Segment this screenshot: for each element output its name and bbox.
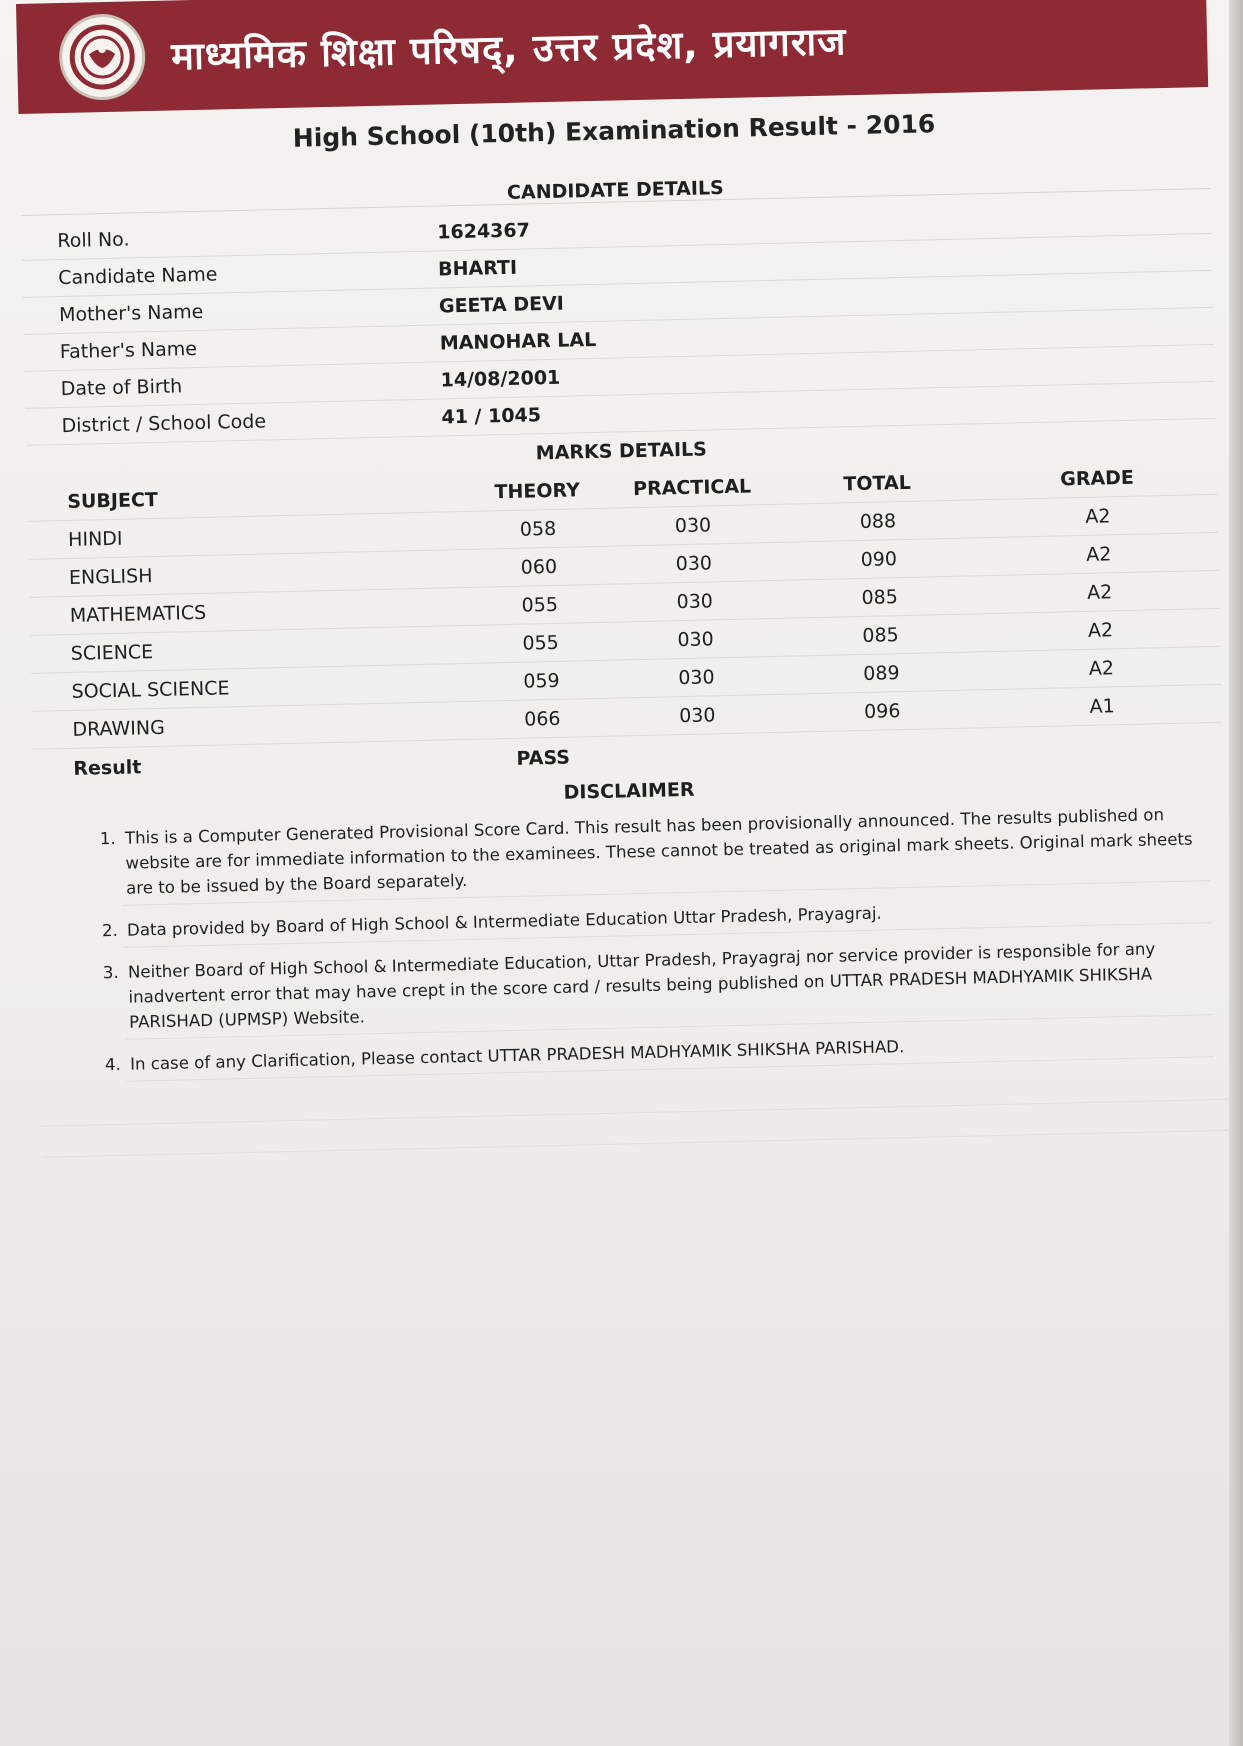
candidate-label: Candidate Name: [57, 263, 218, 290]
candidate-value: MANOHAR LAL: [439, 328, 597, 355]
col-practical-header: PRACTICAL: [632, 474, 752, 500]
result-value: PASS: [516, 746, 571, 770]
subject-cell: SCIENCE: [70, 640, 154, 665]
candidate-label: Mother's Name: [58, 300, 204, 327]
theory-cell: 058: [519, 517, 557, 541]
candidate-details-heading: CANDIDATE DETAILS: [20, 166, 1210, 216]
practical-cell: 030: [677, 627, 714, 651]
subject-cell: MATHEMATICS: [69, 601, 207, 627]
theory-cell: 059: [523, 669, 560, 693]
subject-cell: ENGLISH: [68, 564, 153, 589]
theory-cell: 055: [521, 593, 559, 617]
exam-title: High School (10th) Examination Result - 2016: [292, 109, 936, 153]
total-cell: 096: [863, 699, 901, 723]
total-cell: 085: [862, 623, 899, 647]
list-item: 3. Neither Board of High School & Intermediate Education, Uttar Pradesh, Prayagraj nor service provider is responsible for any inadvertent error that may have crept in the score card / results being published on UTTAR PRADESH MADHYAMIK SHIKSHA PARISHAD (UPMSP) Website.: [124, 935, 1214, 1040]
col-subject-header: SUBJECT: [67, 488, 159, 513]
candidate-label: Father's Name: [59, 337, 198, 364]
practical-cell: 030: [678, 703, 716, 727]
col-grade-header: GRADE: [1059, 466, 1135, 490]
grade-cell: A2: [1085, 542, 1112, 566]
candidate-value: BHARTI: [437, 256, 518, 281]
list-item: 2. Data provided by Board of High School & Intermediate Education Uttar Pradesh, Prayagraj.: [123, 893, 1211, 948]
grade-cell: A2: [1088, 656, 1115, 680]
practical-cell: 030: [674, 513, 712, 537]
grade-cell: A2: [1085, 504, 1111, 528]
theory-cell: 066: [523, 707, 561, 731]
total-cell: 089: [863, 661, 900, 685]
practical-cell: 030: [678, 665, 715, 689]
total-cell: 088: [859, 509, 897, 533]
result-label: Result: [73, 756, 142, 780]
candidate-label: Roll No.: [57, 228, 130, 253]
marks-details-heading: MARKS DETAILS: [535, 438, 708, 465]
theory-cell: 055: [522, 631, 559, 655]
marks-table: [27, 457, 1224, 790]
theory-cell: 060: [520, 555, 558, 579]
paper-edge: [1229, 0, 1243, 1746]
subject-cell: SOCIAL SCIENCE: [71, 676, 230, 703]
candidate-value: 14/08/2001: [440, 366, 561, 392]
candidate-label: District / School Code: [61, 410, 267, 438]
up-government-emblem-icon: [58, 13, 146, 101]
grade-cell: A2: [1087, 618, 1114, 642]
candidate-value: GEETA DEVI: [438, 292, 565, 318]
col-theory-header: THEORY: [494, 478, 581, 503]
result-document: [16, 0, 1232, 1158]
disclaimer-list: [35, 801, 1231, 1084]
list-item: 4. In case of any Clarification, Please contact UTTAR PRADESH MADHYAMIK SHIKSHA PARISHAD.: [126, 1027, 1214, 1082]
practical-cell: 030: [676, 589, 714, 613]
candidate-label: Date of Birth: [60, 375, 183, 401]
grade-cell: A1: [1089, 694, 1116, 718]
grade-cell: A2: [1086, 580, 1113, 604]
candidate-value: 41 / 1045: [441, 404, 542, 429]
board-name-hindi: माध्यमिक शिक्षा परिषद्, उत्तर प्रदेश, प्रयागराज: [170, 19, 847, 79]
list-item: 1. This is a Computer Generated Provisional Score Card. This result has been provisionally announced. The results published on website are for immediate information to the examinees. These cannot be treated as original mark sheets. Original mark sheets are to be issued by the Board separately.: [121, 801, 1211, 906]
practical-cell: 030: [675, 551, 713, 575]
total-cell: 090: [860, 547, 898, 571]
total-cell: 085: [861, 585, 899, 609]
disclaimer-heading: DISCLAIMER: [563, 778, 695, 804]
candidate-details: [21, 197, 1216, 446]
col-total-header: TOTAL: [843, 471, 912, 495]
header-banner: [16, 0, 1208, 114]
candidate-value: 1624367: [437, 219, 531, 244]
subject-cell: HINDI: [67, 527, 123, 551]
subject-cell: DRAWING: [72, 716, 166, 741]
